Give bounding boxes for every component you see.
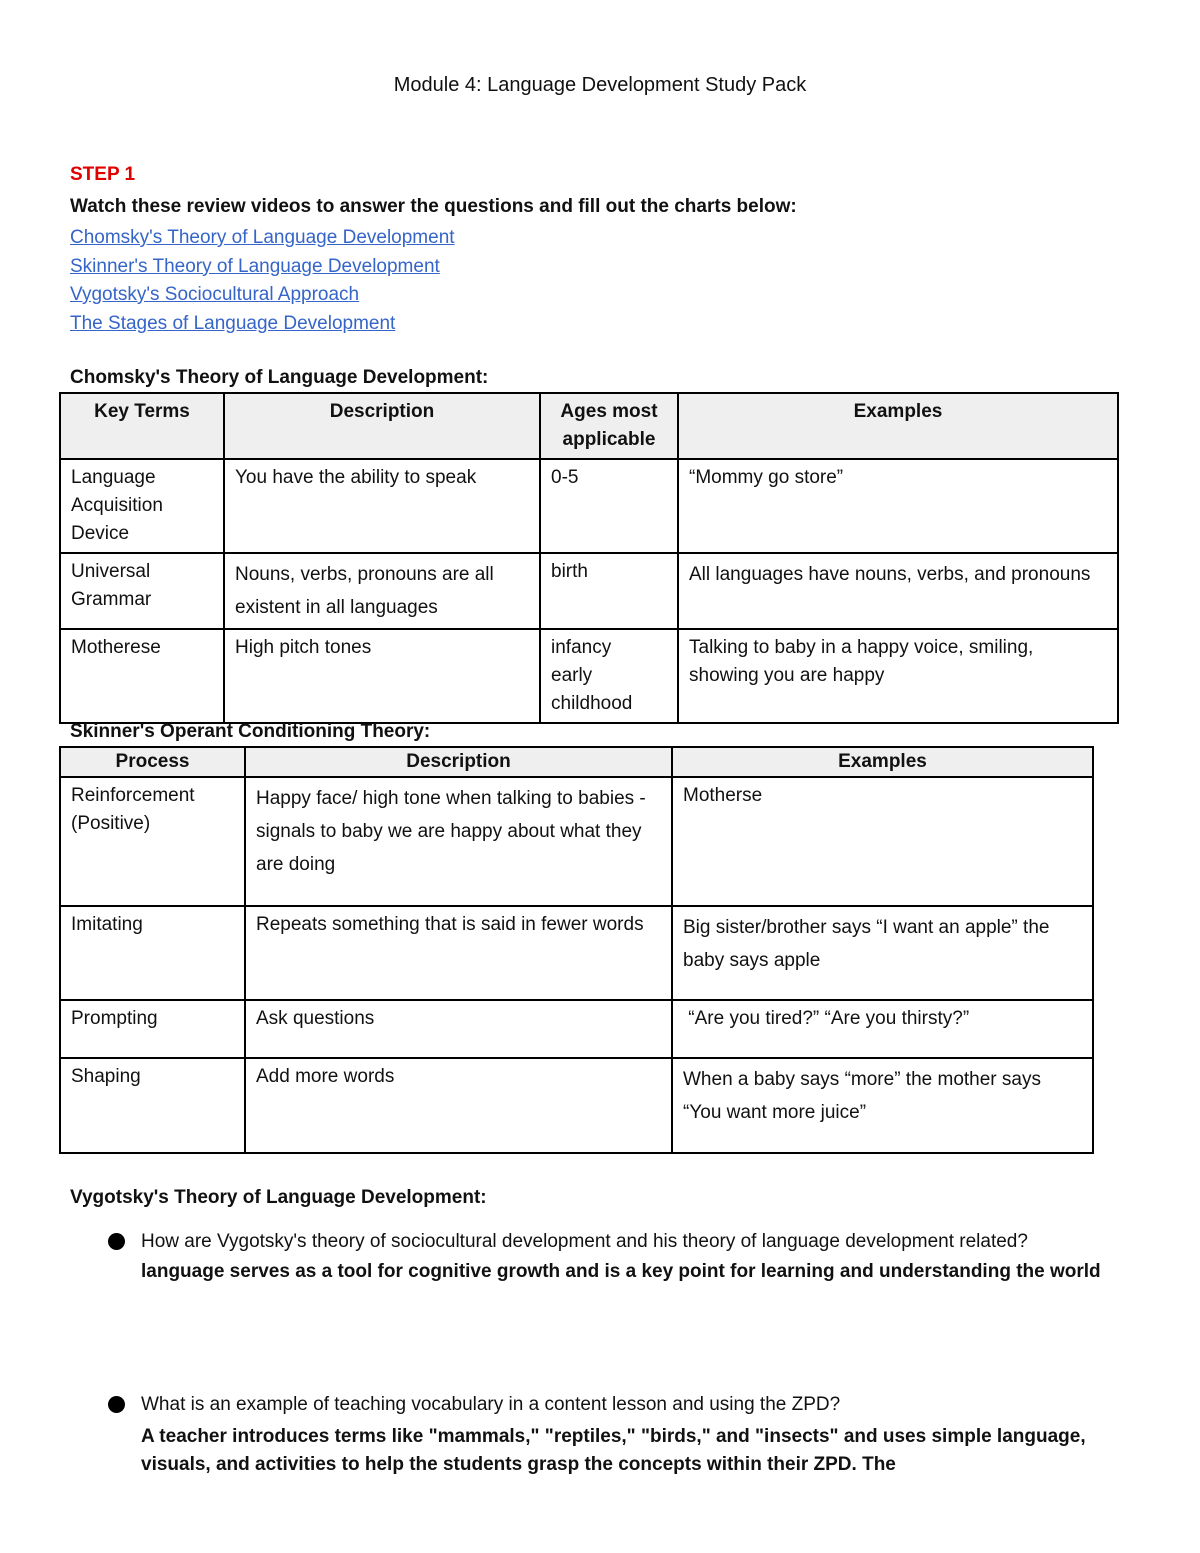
table-header-row [60, 393, 1118, 459]
list-item [108, 1388, 1118, 1479]
cell-examples: “Are you tired?” “Are you thirsty?” [672, 1000, 1093, 1058]
step-label: STEP 1 [70, 164, 136, 185]
cell-examples: All languages have nouns, verbs, and pronouns [678, 553, 1118, 629]
cell-description: Add more words [245, 1058, 672, 1153]
cell-description: Ask questions [245, 1000, 672, 1058]
cell-description: Repeats something that is said in fewer words [245, 906, 672, 1000]
cell-term: Motherese [60, 629, 224, 723]
cell-term: Universal Grammar [60, 553, 224, 629]
header-examples: Examples [678, 393, 1118, 459]
header-description: Description [245, 747, 672, 777]
skinner-heading: Skinner's Operant Conditioning Theory: [70, 721, 431, 742]
table-row [60, 553, 1118, 629]
header-examples: Examples [672, 747, 1093, 777]
vygotsky-heading: Vygotsky's Theory of Language Development: [70, 1187, 487, 1208]
cell-description: You have the ability to speak [224, 459, 540, 553]
cell-examples: Motherse [672, 777, 1093, 906]
table-header-row [60, 747, 1093, 777]
link-skinner-video[interactable]: Skinner's Theory of Language Development [70, 255, 440, 277]
answer-text: language serves as a tool for cognitive growth and is a key point for learning and understanding the world [141, 1261, 1101, 1282]
question-text: How are Vygotsky's theory of sociocultural development and his theory of language development related? [141, 1231, 1028, 1252]
cell-process: Reinforcement (Positive) [60, 777, 245, 906]
list-item [108, 1225, 1118, 1286]
intro-instruction: Watch these review videos to answer the questions and fill out the charts below: [70, 196, 797, 217]
table-row [60, 777, 1093, 906]
header-key-terms: Key Terms [60, 393, 224, 459]
skinner-table [59, 746, 1094, 1154]
table-row [60, 1000, 1093, 1058]
cell-description: High pitch tones [224, 629, 540, 723]
bullet-icon [108, 1396, 125, 1413]
cell-examples: Big sister/brother says “I want an apple” the baby says apple [672, 906, 1093, 1000]
link-vygotsky-video[interactable]: Vygotsky's Sociocultural Approach [70, 284, 360, 305]
video-links [70, 224, 455, 338]
table-row [60, 459, 1118, 553]
chomsky-table [59, 392, 1119, 724]
cell-term: Language Acquisition Device [60, 459, 224, 553]
link-stages-video[interactable]: The Stages of Language Development [70, 312, 396, 334]
link-chomsky-video[interactable]: Chomsky's Theory of Language Development [70, 227, 455, 248]
cell-ages: birth [540, 553, 678, 629]
chomsky-heading: Chomsky's Theory of Language Development: [70, 367, 489, 388]
header-ages: Ages most applicable [540, 393, 678, 459]
page-title: Module 4: Language Development Study Pack [393, 74, 807, 96]
question-text: What is an example of teaching vocabulary in a content lesson and using the ZPD? [141, 1394, 841, 1415]
cell-description: Nouns, verbs, pronouns are all existent in all languages [224, 553, 540, 629]
cell-ages: 0-5 [540, 459, 678, 553]
cell-examples: “Mommy go store” [678, 459, 1118, 553]
cell-description: Happy face/ high tone when talking to babies - signals to baby we are happy about what they are doing [245, 777, 672, 906]
cell-examples: Talking to baby in a happy voice, smiling, showing you are happy [678, 629, 1118, 723]
header-process: Process [60, 747, 245, 777]
cell-examples: When a baby says “more” the mother says “You want more juice” [672, 1058, 1093, 1153]
header-description: Description [224, 393, 540, 459]
table-row [60, 629, 1118, 723]
answer-text: A teacher introduces terms like "mammals," "reptiles," "birds," and "insects" and uses simple language, visuals, and activities to help the students grasp the concepts within their ZPD. The [141, 1426, 1086, 1475]
cell-ages: infancy early childhood [540, 629, 678, 723]
table-row [60, 1058, 1093, 1153]
cell-process: Imitating [60, 906, 245, 1000]
cell-process: Shaping [60, 1058, 245, 1153]
bullet-icon [108, 1233, 125, 1250]
table-row [60, 906, 1093, 1000]
cell-process: Prompting [60, 1000, 245, 1058]
